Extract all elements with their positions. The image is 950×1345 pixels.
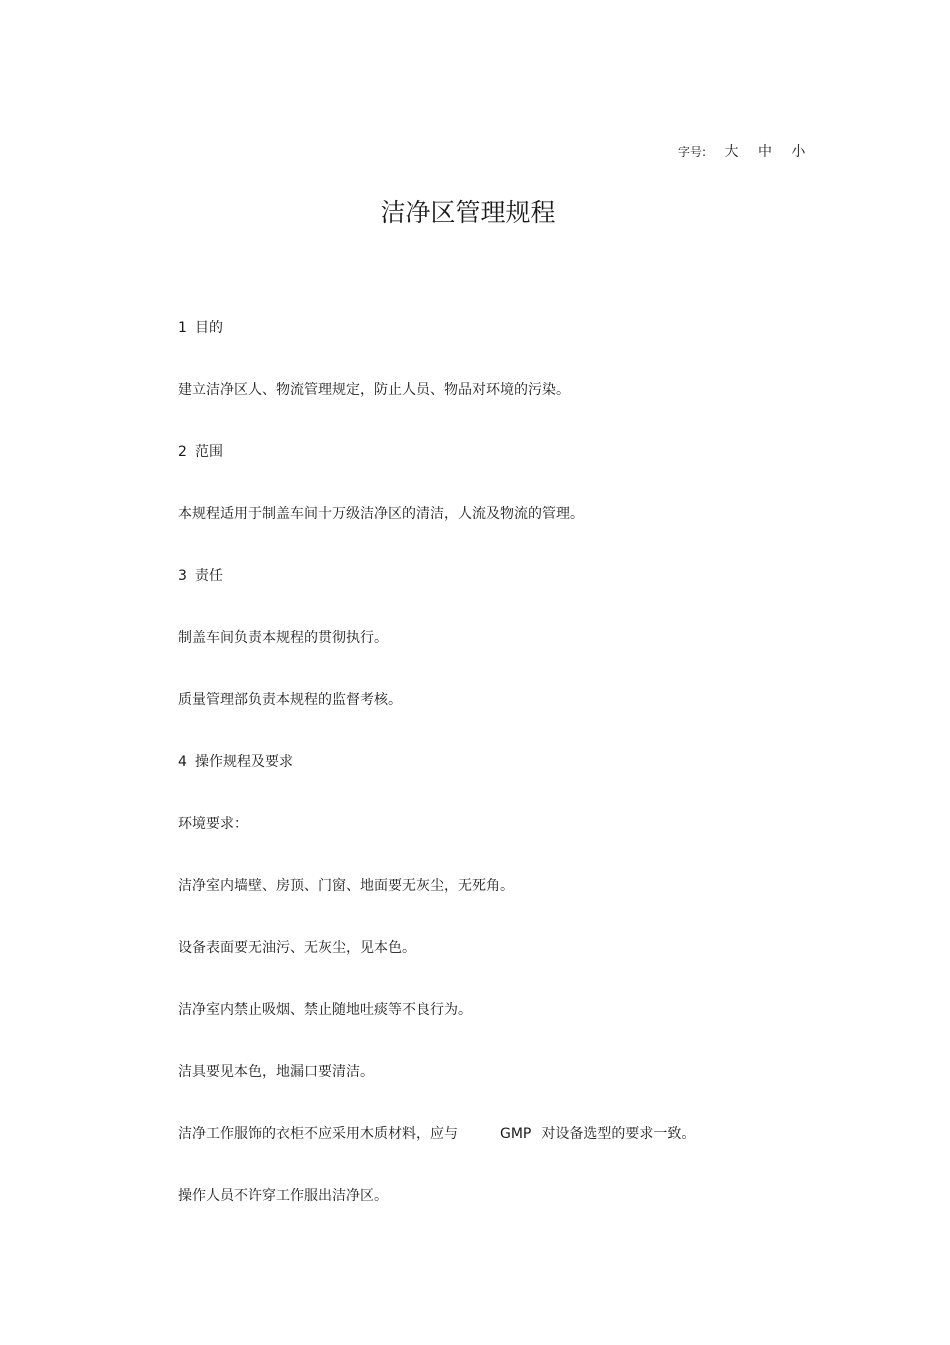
section-heading-procedure bbox=[178, 751, 818, 773]
section-heading-scope bbox=[178, 441, 818, 463]
paragraph-environment-3: 洁净室内禁止吸烟、禁止随地吐痰等不良行为。 bbox=[178, 1002, 472, 1018]
font-size-large-link[interactable]: 大 bbox=[724, 144, 739, 160]
section-number: 3 bbox=[178, 568, 187, 584]
gmp-term: GMP bbox=[500, 1126, 532, 1142]
font-size-label: 字号: bbox=[678, 145, 707, 159]
section-title: 责任 bbox=[195, 568, 223, 584]
font-size-medium-link[interactable]: 中 bbox=[757, 144, 772, 160]
section-number: 4 bbox=[178, 754, 187, 770]
paragraph-scope: 本规程适用于制盖车间十万级洁净区的清洁，人流及物流的管理。 bbox=[178, 506, 584, 522]
document-title: 洁净区管理规程 bbox=[380, 198, 556, 227]
paragraph-environment-1: 洁净室内墙壁、房顶、门窗、地面要无灰尘，无死角。 bbox=[178, 878, 514, 894]
paragraph-environment-heading: 环境要求： bbox=[178, 816, 248, 832]
paragraph-environment-2: 设备表面要无油污、无灰尘，见本色。 bbox=[178, 940, 416, 956]
font-size-small-link[interactable]: 小 bbox=[791, 144, 806, 160]
section-title: 目的 bbox=[195, 320, 223, 336]
section-heading-purpose bbox=[178, 317, 818, 339]
paragraph-responsibility-2: 质量管理部负责本规程的监督考核。 bbox=[178, 692, 402, 708]
section-title: 范围 bbox=[195, 444, 223, 460]
paragraph-purpose: 建立洁净区人、物流管理规定，防止人员、物品对环境的污染。 bbox=[178, 382, 570, 398]
paragraph-text: 洁净工作服饰的衣柜不应采用木质材料，应与 bbox=[178, 1126, 458, 1142]
paragraph-responsibility-1: 制盖车间负责本规程的贯彻执行。 bbox=[178, 630, 388, 646]
document-body bbox=[178, 317, 818, 1247]
paragraph-environment-4: 洁具要见本色，地漏口要清洁。 bbox=[178, 1064, 374, 1080]
paragraph-environment-6: 操作人员不许穿工作服出洁净区。 bbox=[178, 1188, 388, 1204]
section-title: 操作规程及要求 bbox=[195, 754, 293, 770]
section-heading-responsibility bbox=[178, 565, 818, 587]
font-size-selector bbox=[678, 142, 820, 162]
paragraph-text: 对设备选型的要求一致。 bbox=[541, 1126, 696, 1142]
paragraph-environment-5 bbox=[178, 1123, 818, 1145]
section-number: 1 bbox=[178, 320, 187, 336]
section-number: 2 bbox=[178, 444, 187, 460]
